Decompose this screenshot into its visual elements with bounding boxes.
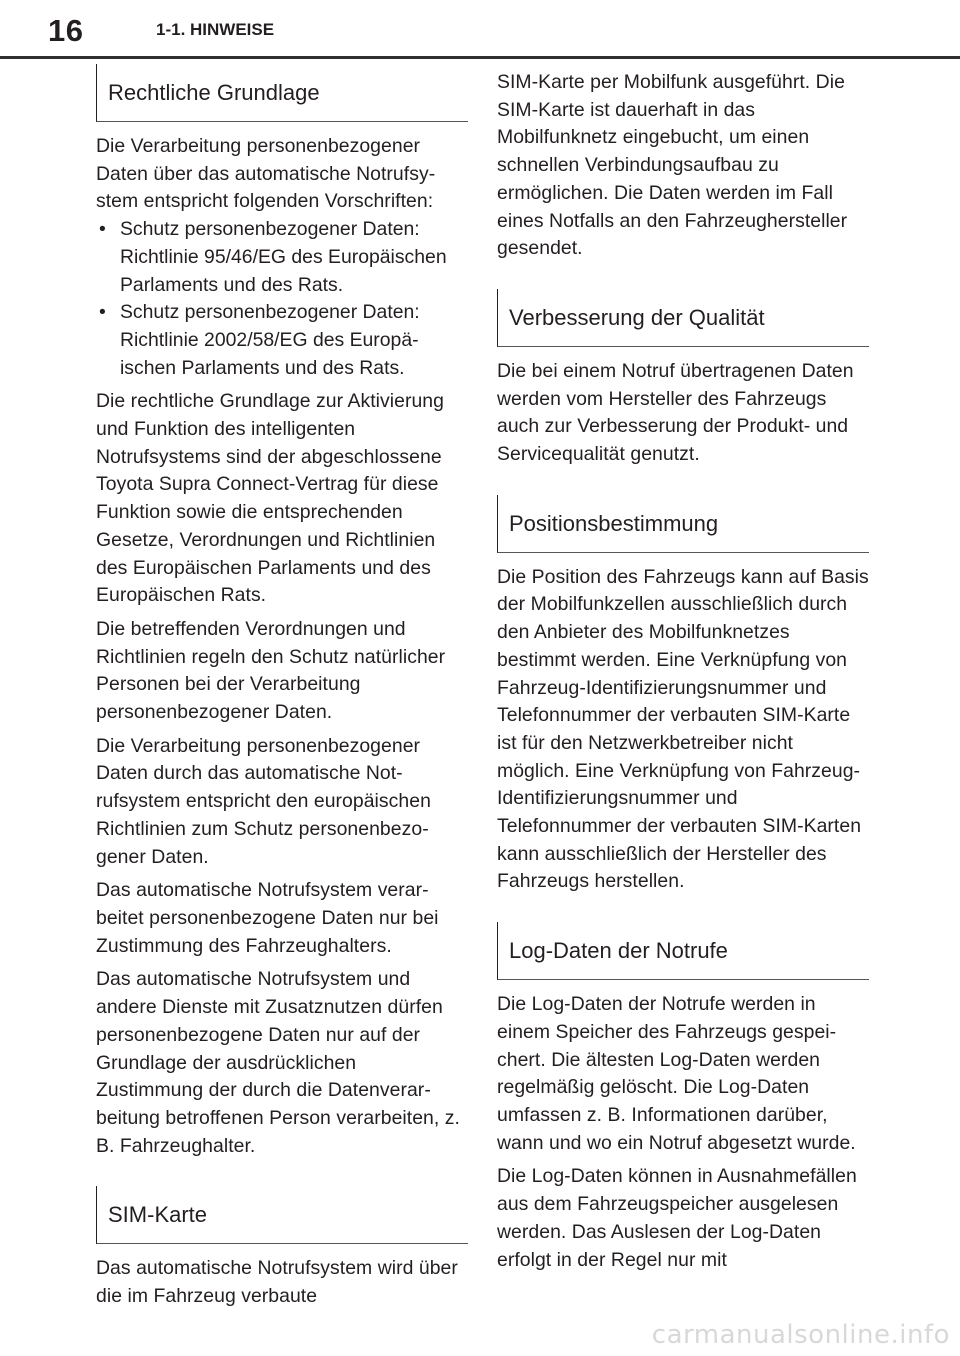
section-heading-sim-karte <box>96 1186 468 1244</box>
list-item: • Schutz personenbezogener Daten: Richtlinie 2002/58/EG des Europäischen Parlaments und des Rats. <box>96 299 468 382</box>
paragraph: Die betreffenden Verordnungen und Richtlinien regeln den Schutz natürlicher Personen bei der Verarbeitung personenbezogener Daten. <box>96 617 446 724</box>
paragraph: Die Log-Daten können in Ausnahmefällen aus dem Fahrzeugspeicher ausgelesen werden. Das Auslesen der Log-Daten erfolgt in der Regel nur mit <box>497 1165 857 1271</box>
section-heading-text: Verbesserung der Qualität <box>509 304 765 330</box>
section-heading-positionsbestimmung <box>497 495 869 553</box>
bullet-list <box>96 216 468 382</box>
section-heading-text: SIM-Karte <box>108 1202 208 1228</box>
section-heading-text: Positionsbestimmung <box>509 510 719 536</box>
paragraph: Die Position des Fahrzeugs kann auf Basis der Mobilfunkzellen ausschließlich durch den Anbieter des Mobilfunknetzes bestimmt werden. Eine Verknüpfung von Fahrzeug-Identifizierungsnummer und Telefonnummer der verbauten SIM-Karte ist für den Netzwerkbetreiber nicht möglich. Eine Verknüpfung von Fahrzeug-Identifizierungsnummer und Telefonnummer der verbauten SIM-Karten kann ausschließlich der Hersteller des Fahrzeugs herstellen. <box>497 565 869 893</box>
watermark: carmanualsonline.info <box>651 1320 950 1350</box>
page-number: 16 <box>48 13 84 48</box>
section-heading-text: Log-Daten der Notrufe <box>509 938 728 964</box>
chapter-title: 1-1. HINWEISE <box>156 20 275 39</box>
paragraph: Die Verarbeitung personenbezogener Daten über das automatische Notrufsystem entspricht folgenden Vorschriften: <box>96 135 436 213</box>
paragraph: Das automatische Notrufsystem verarbeitet personenbezogene Daten nur bei Zustimmung des Fahrzeughalters. <box>96 879 439 957</box>
paragraph: Die Verarbeitung personenbezogener Daten durch das automatische Notrufsystem entspricht den europäischen Richtlinien zum Schutz personenbezogener Daten. <box>96 734 431 868</box>
header-rule <box>0 56 960 59</box>
paragraph: Das automatische Notrufsystem und andere Dienste mit Zusatznutzen dürfen personenbezogene Daten nur auf der Grundlage der ausdrücklichen Zustimmung der durch die Datenverarbeitung betroffenen Person verarbeiten, z. B. Fahrzeughalter. <box>96 968 460 1157</box>
page-header <box>0 0 960 64</box>
section-heading-text: Rechtliche Grundlage <box>108 80 320 105</box>
paragraph: Das automatische Notrufsystem wird über die im Fahrzeug verbaute <box>96 1257 458 1308</box>
left-column <box>96 64 468 1311</box>
section-heading-log-daten-der-notrufe <box>497 922 869 980</box>
section-heading-verbesserung-der-qualitaet <box>497 289 869 347</box>
paragraph: Die Log-Daten der Notrufe werden in einem Speicher des Fahrzeugs gespeichert. Die ältesten Log-Daten werden regelmäßig gelöscht. Die Log-Daten umfassen z. B. Informationen darüber, wann und wo ein Notruf abgesetzt wurde. <box>497 993 856 1154</box>
section-heading-rechtliche-grundlage <box>96 64 468 122</box>
paragraph: Die bei einem Notruf übertragenen Daten werden vom Hersteller des Fahrzeugs auch zur Verbesserung der Produkt- und Servicequalität genutzt. <box>497 359 854 466</box>
list-item: • Schutz personenbezogener Daten: Richtlinie 95/46/EG des Europäischen Parlaments und des Rats. <box>96 216 468 299</box>
paragraph: Die rechtliche Grundlage zur Aktivierung und Funktion des intelligenten Notrufsystems sind der abgeschlossene Toyota Supra Connect-Vertrag für diese Funktion sowie die entsprechenden Gesetze, Verordnungen und Richtlinien des Europäischen Parlaments und des Europäischen Rats. <box>96 390 444 607</box>
paragraph: SIM-Karte per Mobilfunk ausgeführt. Die SIM-Karte ist dauerhaft in das Mobilfunknetz eingebucht, um einen schnellen Verbindungsaufbau zu ermöglichen. Die Daten werden im Fall eines Notfalls an den Fahrzeughersteller gesendet. <box>497 71 848 260</box>
right-column <box>497 69 869 1274</box>
